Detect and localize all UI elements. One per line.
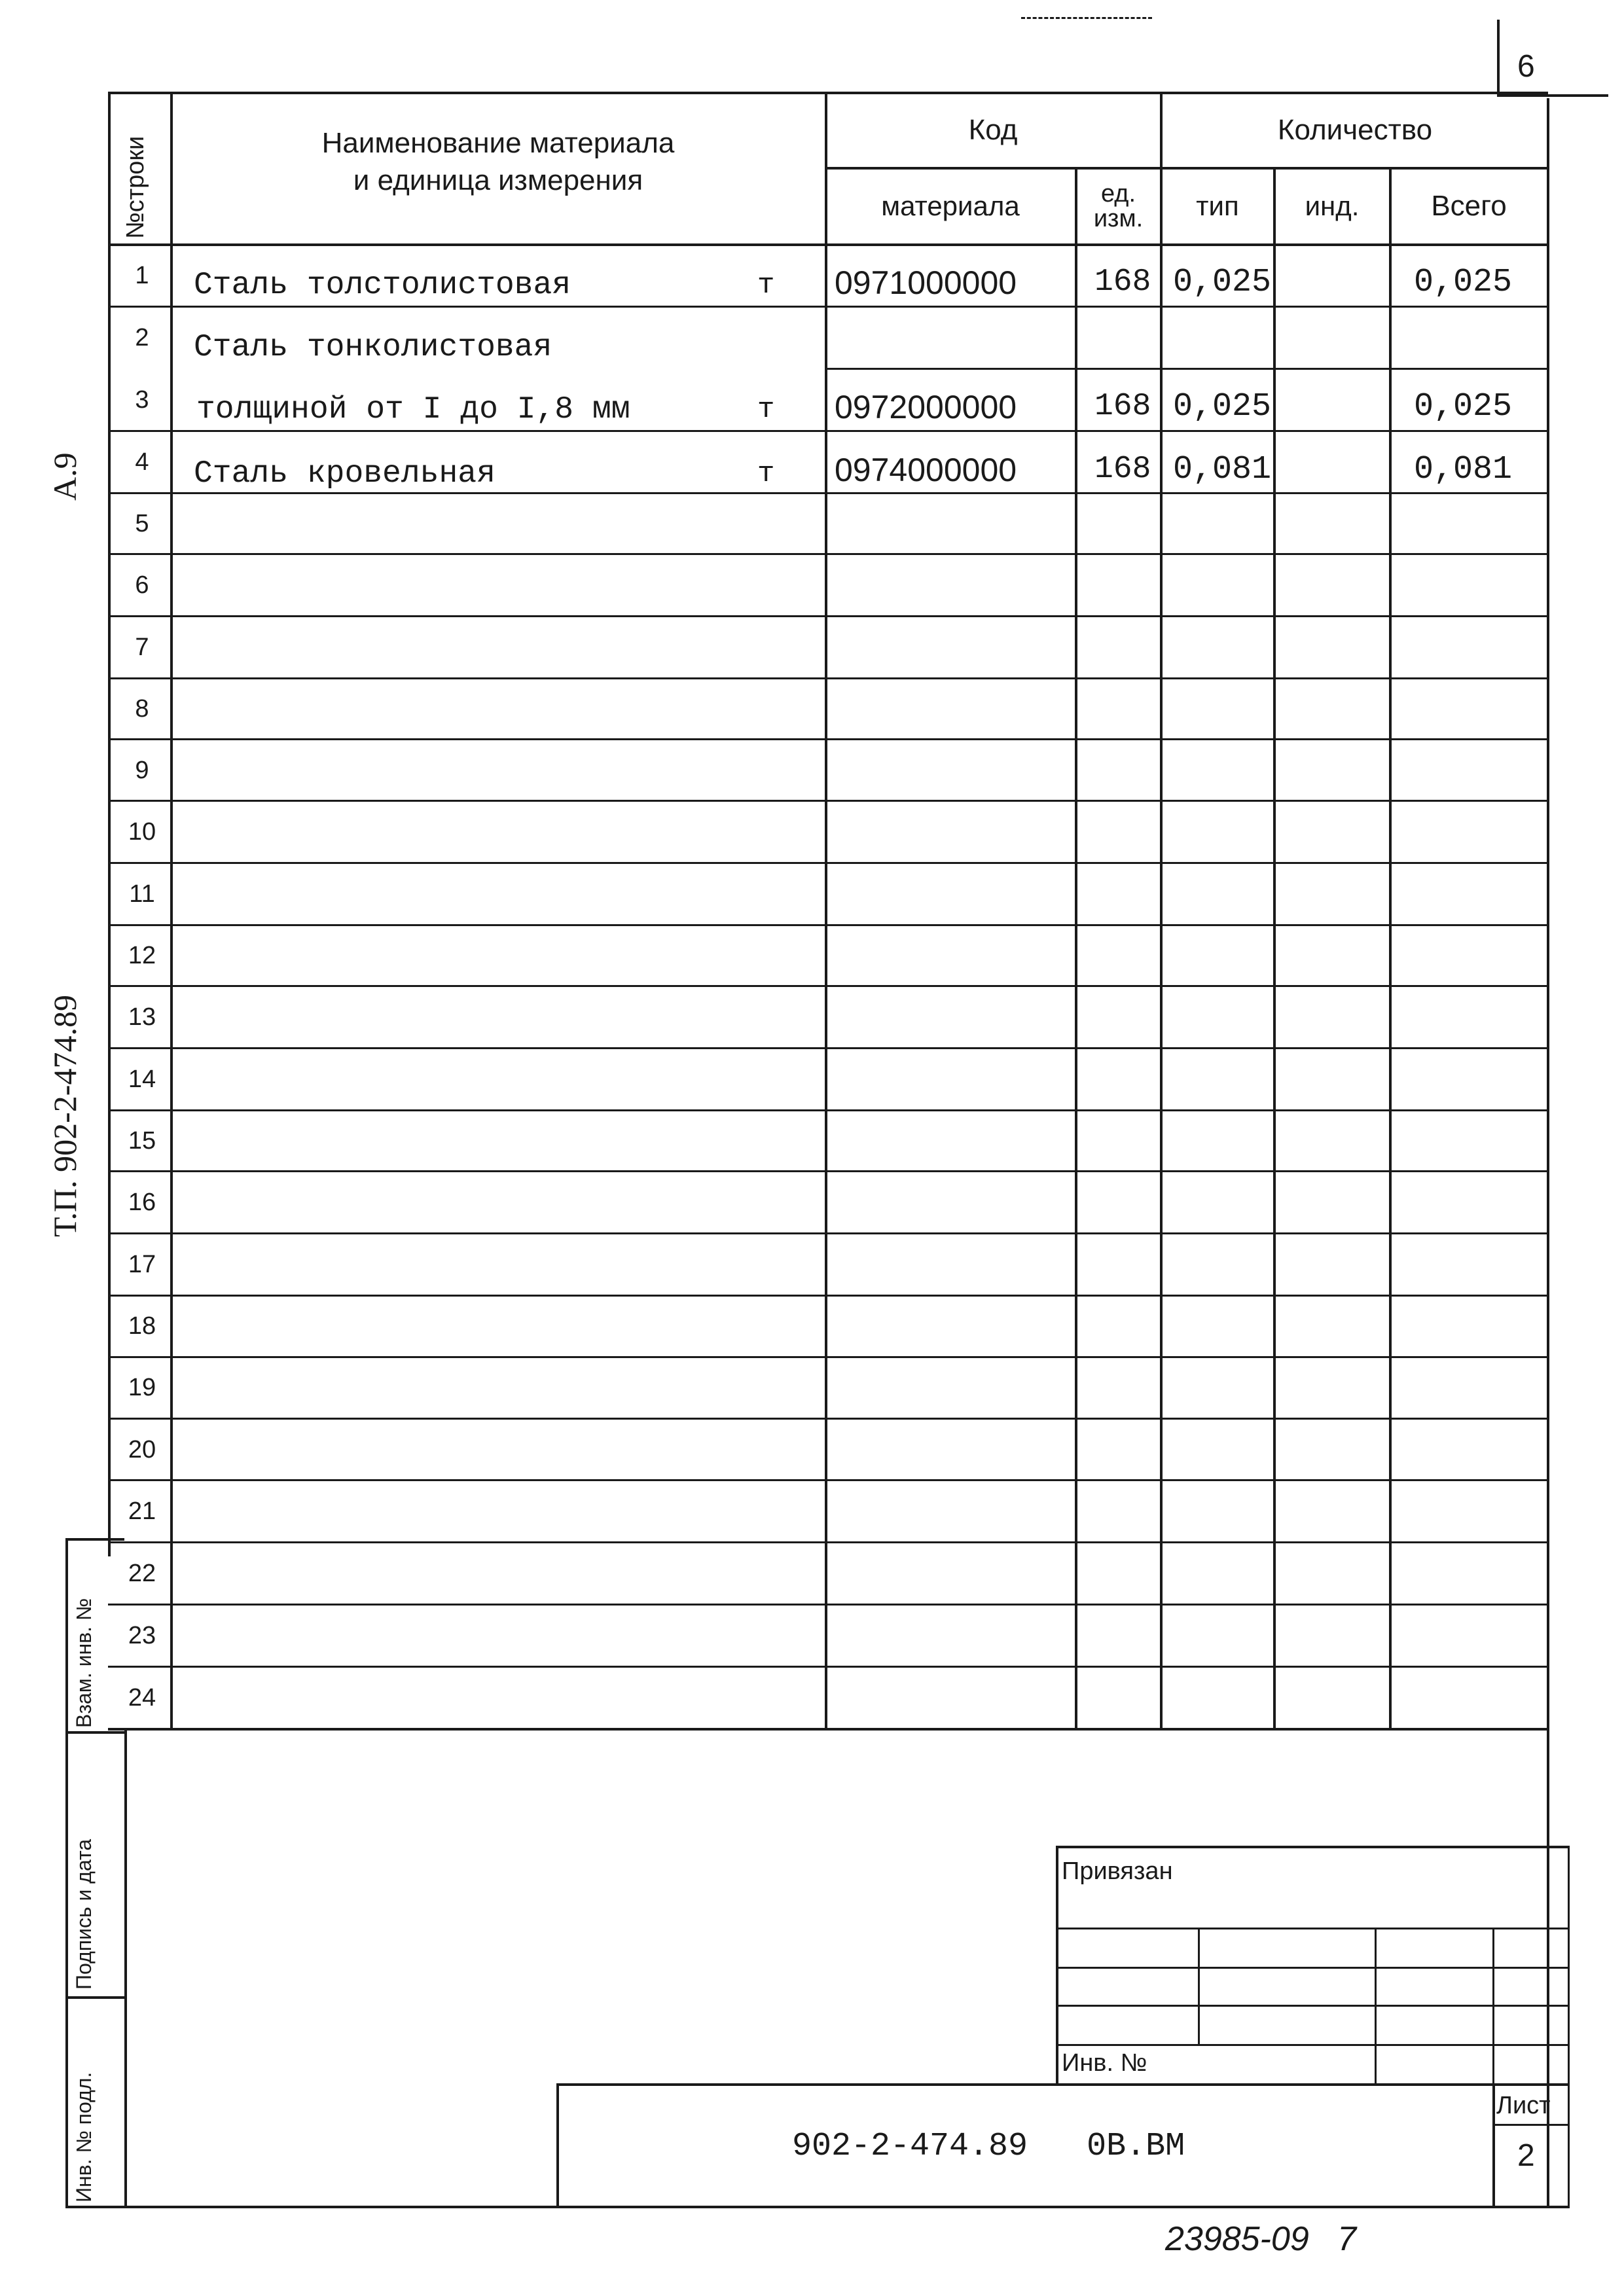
row-no-8: 8 (135, 695, 149, 723)
header-code: Код (968, 113, 1018, 146)
row-no-3: 3 (135, 386, 149, 414)
row-4-unit: т (757, 457, 775, 490)
row-4-unit-code: 168 (1094, 452, 1151, 487)
row-1-unit: т (757, 269, 775, 302)
header-name: Наименование материала и единица измерения (321, 127, 675, 197)
row-no-5: 5 (135, 510, 149, 537)
row-no-23: 23 (128, 1622, 156, 1649)
row-1-code: 0971000000 (835, 264, 1017, 301)
row-no-6: 6 (135, 571, 149, 599)
row-no-13: 13 (128, 1003, 156, 1031)
header-code-unit: ед. изм. (1093, 180, 1144, 232)
row-no-22: 22 (128, 1560, 156, 1587)
header-row-no: №строки (122, 135, 149, 239)
project-label: Т.П. 902-2-474.89 (46, 995, 83, 1237)
row-1-total: 0,025 (1414, 264, 1513, 301)
document-code: 902-2-474.89 0В.ВМ (792, 2128, 1185, 2165)
row-3-type: 0,025 (1173, 388, 1272, 425)
header-quantity: Количество (1277, 113, 1433, 146)
row-no-16: 16 (128, 1189, 156, 1216)
row-4-total: 0,081 (1414, 451, 1513, 488)
row-4-type: 0,081 (1173, 451, 1272, 488)
row-3-unit-code: 168 (1094, 389, 1151, 424)
vzam-inv-label: Взам. инв. № (72, 1598, 96, 1728)
row-no-9: 9 (135, 757, 149, 784)
row-no-4: 4 (135, 448, 149, 476)
row-1-type: 0,025 (1173, 264, 1272, 301)
row-no-17: 17 (128, 1251, 156, 1278)
row-no-2: 2 (135, 324, 149, 351)
row-1-name: Сталь толстолистовая (194, 268, 571, 303)
row-no-11: 11 (129, 880, 155, 908)
row-3-code: 0972000000 (835, 389, 1017, 425)
header-qty-type: тип (1196, 190, 1239, 221)
row-no-7: 7 (135, 634, 149, 661)
row-no-18: 18 (128, 1312, 156, 1340)
row-no-10: 10 (128, 818, 156, 846)
row-3-total: 0,025 (1414, 388, 1513, 425)
section-label: А.9 (46, 452, 83, 501)
page-number: 6 (1517, 49, 1535, 84)
row-no-14: 14 (128, 1066, 156, 1093)
header-code-material: материала (881, 190, 1020, 221)
row-1-unit-code: 168 (1094, 264, 1151, 300)
row-3-name: толщиной от I до I,8 мм (196, 392, 630, 427)
podpis-data-label: Подпись и дата (72, 1839, 96, 1990)
sheet-label: Лист (1496, 2092, 1551, 2119)
inv-no-label: Инв. № (1062, 2049, 1147, 2077)
row-no-24: 24 (128, 1684, 156, 1712)
header-qty-ind: инд. (1305, 190, 1360, 221)
inv-podl-label: Инв. № подл. (72, 2072, 96, 2202)
row-3-unit: т (757, 393, 775, 426)
footer-note: 23985-09 7 (1165, 2220, 1357, 2258)
row-no-19: 19 (128, 1374, 156, 1401)
row-4-code: 0974000000 (835, 452, 1017, 488)
row-no-15: 15 (128, 1127, 156, 1155)
row-4-name: Сталь кровельная (194, 456, 496, 492)
row-no-21: 21 (128, 1498, 156, 1525)
privyazan-label: Привязан (1062, 1857, 1173, 1885)
row-no-12: 12 (128, 942, 156, 969)
sheet-number: 2 (1517, 2138, 1535, 2173)
row-no-1: 1 (135, 262, 149, 289)
header-qty-total: Всего (1431, 190, 1507, 222)
row-2-name: Сталь тонколистовая (194, 330, 552, 365)
row-no-20: 20 (128, 1436, 156, 1463)
